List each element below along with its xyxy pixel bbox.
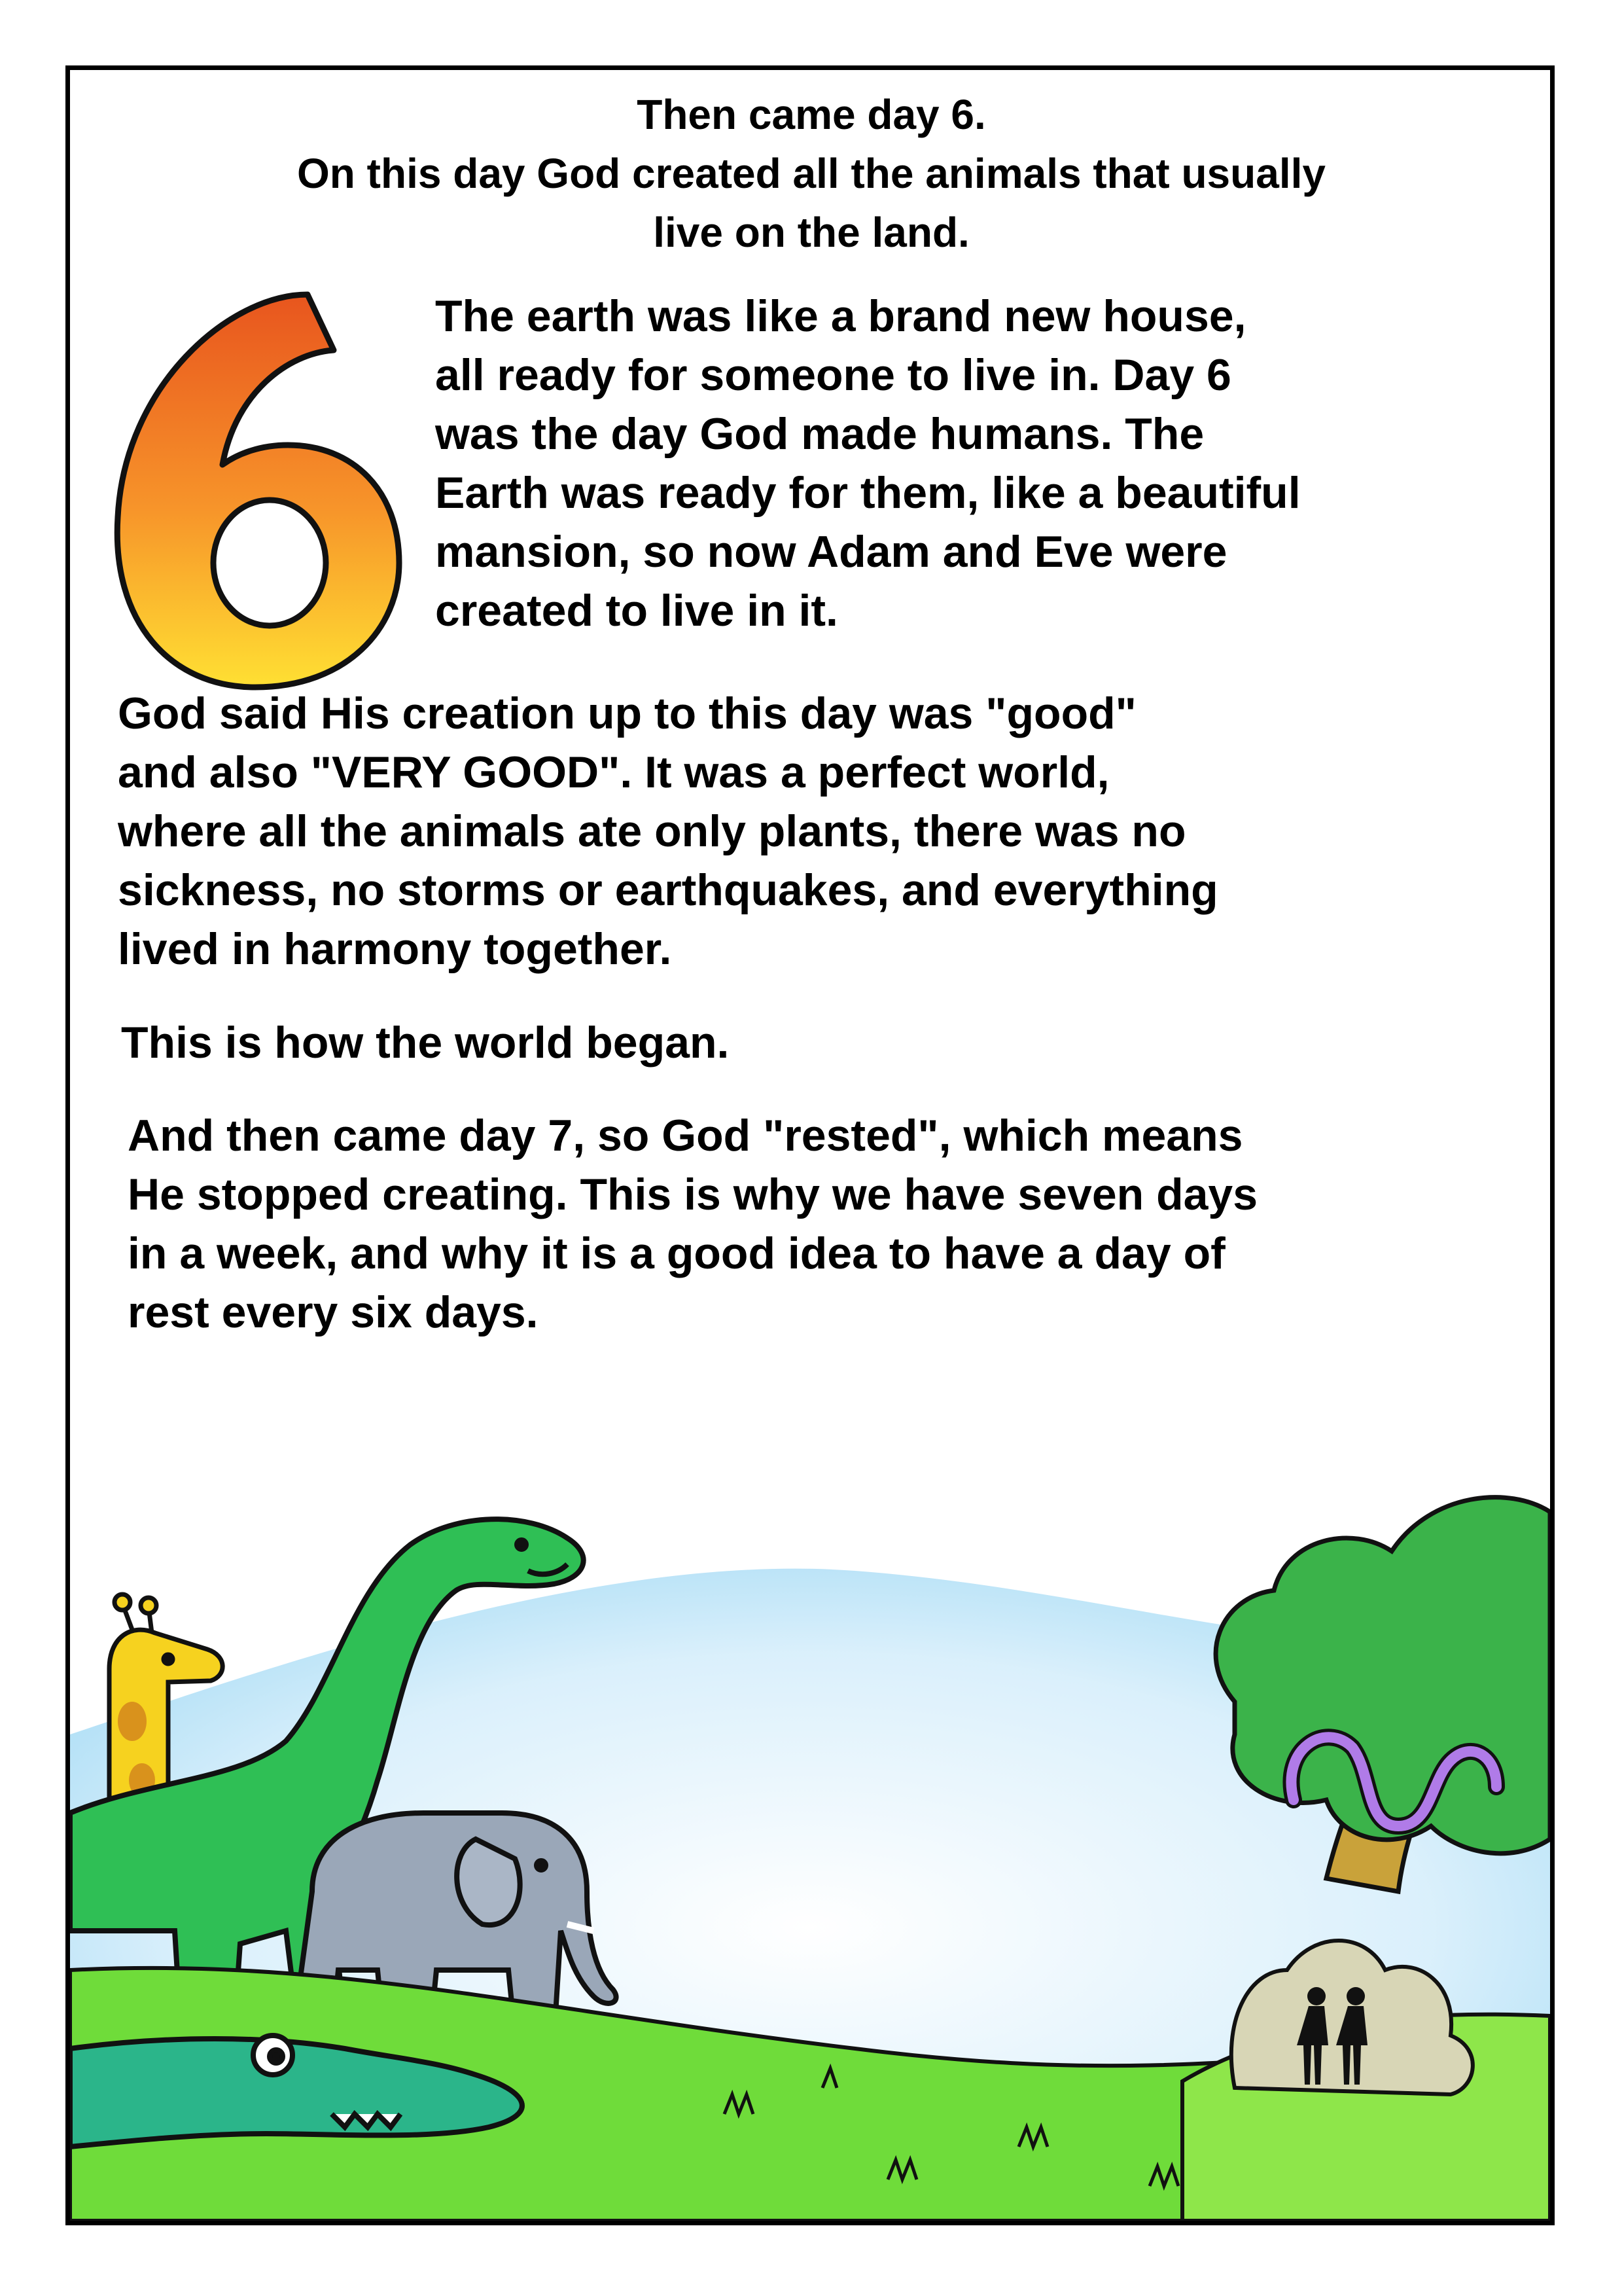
p1-line-1: The earth was like a brand new house, [435, 291, 1246, 341]
heading-line-3: live on the land. [653, 209, 970, 256]
p1-line-5: mansion, so now Adam and Eve were [435, 527, 1227, 577]
p2-line-4: sickness, no storms or earthquakes, and everything [118, 865, 1218, 915]
six-hole [213, 500, 326, 626]
p1-line-6: created to live in it. [435, 586, 838, 636]
p4-line-4: rest every six days. [128, 1287, 538, 1337]
heading-line-2: On this day God created all the animals that usually [297, 150, 1326, 197]
six-body [117, 295, 399, 687]
p2-line-3: where all the animals ate only plants, there was no [118, 806, 1186, 856]
p4-line-2: He stopped creating. This is why we have seven days [128, 1170, 1258, 1219]
p2-line-1: God said His creation up to this day was "good" [118, 689, 1137, 738]
numeral-six-graphic [98, 281, 412, 700]
p1-line-2: all ready for someone to live in. Day 6 [435, 350, 1231, 400]
p1-line-3: was the day God made humans. The [435, 409, 1205, 459]
p3-line-1: This is how the world began. [121, 1018, 730, 1067]
creation-illustration [70, 1473, 1550, 2221]
p1-line-4: Earth was ready for them, like a beautiful [435, 468, 1301, 518]
p2-line-5: lived in harmony together. [118, 924, 672, 974]
p4-line-1: And then came day 7, so God "rested", which means [128, 1111, 1243, 1160]
heading-line-1: Then came day 6. [637, 91, 986, 138]
p2-line-2: and also "VERY GOOD". It was a perfect world, [118, 747, 1110, 797]
p4-line-3: in a week, and why it is a good idea to have a day of [128, 1229, 1226, 1278]
